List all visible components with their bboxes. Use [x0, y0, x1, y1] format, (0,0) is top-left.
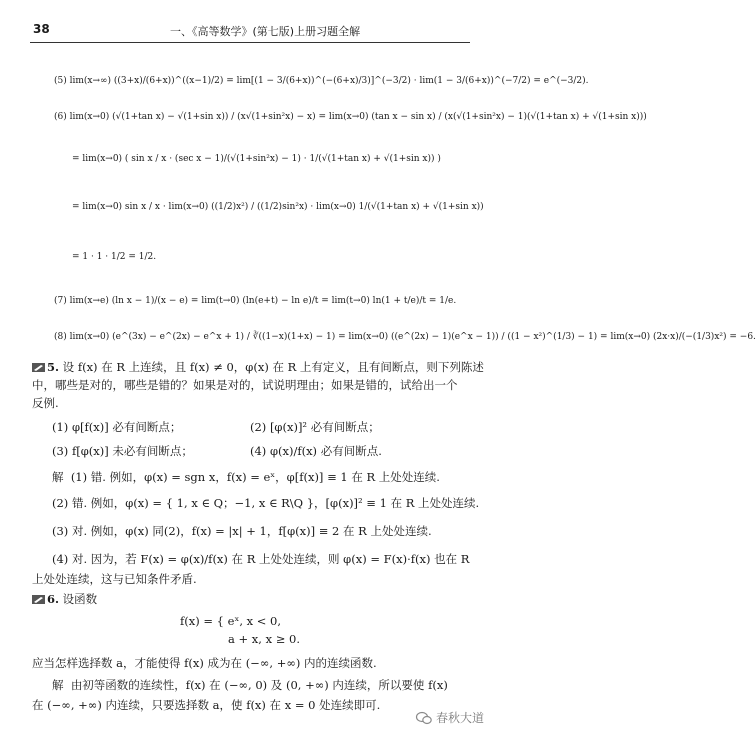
- limit-5: (5) lim(x→∞) ((3+x)/(6+x))^((x−1)/2) = lim[(1 − 3/(6+x))^(−(6+x)/3)]^(−3/2) · lim(1 − 3/(6+x))^(−7/2) = e^(−3/2).: [54, 76, 589, 86]
- problem-5-number: 5.: [47, 360, 60, 374]
- solution-label: 解: [52, 470, 64, 484]
- problem-5-option-1: (1) φ[f(x)] 必有间断点；: [52, 420, 182, 434]
- problem-5-solution-4-line2: 上处处连续，这与已知条件矛盾.: [32, 572, 197, 586]
- problem-5-solution-4-line1: (4) 对. 因为，若 F(x) = φ(x)/f(x) 在 R 上处处连续，则 φ(x) = F(x)·f(x) 也在 R: [52, 552, 470, 566]
- running-title: 一、《高等数学》(第七版)上册习题全解: [170, 25, 361, 38]
- problem-6-question: 应当怎样选择数 a，才能使得 f(x) 成为在 (−∞, +∞) 内的连续函数.: [32, 656, 377, 670]
- problem-6-stem: 6. 设函数: [32, 592, 97, 607]
- problem-5-stem-line3: 反例.: [32, 396, 59, 410]
- problem-5-option-2: (2) [φ(x)]² 必有间断点；: [250, 420, 380, 434]
- page-number: 38: [33, 22, 50, 36]
- problem-5-stem-line1: 5. 设 f(x) 在 R 上连续，且 f(x) ≠ 0，φ(x) 在 R 上有定义，且有间断点，则下列陈述: [32, 360, 484, 375]
- problem-5-option-4: (4) φ(x)/f(x) 必有间断点.: [250, 444, 382, 458]
- limit-6-line3: = lim(x→0) sin x / x · lim(x→0) ((1/2)x²) / ((1/2)sin²x) · lim(x→0) 1/(√(1+tan x) + √(1+sin x)): [72, 202, 484, 212]
- problem-5-option-3: (3) f[φ(x)] 未必有间断点；: [52, 444, 193, 458]
- pencil-mark-icon: [32, 595, 45, 604]
- solution-label: 解: [52, 678, 64, 692]
- watermark: [416, 709, 484, 726]
- problem-5-stem-line2: 中，哪些是对的，哪些是错的？如果是对的，试说明理由；如果是错的，试给出一个: [32, 378, 458, 392]
- function-definition-case-1: f(x) = { eˣ, x < 0,: [180, 614, 282, 628]
- wechat-icon: [416, 711, 432, 725]
- limit-6-line4: = 1 · 1 · 1/2 = 1/2.: [72, 252, 157, 262]
- function-definition-case-2: a + x, x ≥ 0.: [228, 632, 301, 646]
- problem-5-solution-2: (2) 错. 例如，φ(x) = { 1, x ∈ Q；−1, x ∈ R\Q }，[φ(x)]² ≡ 1 在 R 上处处连续.: [52, 496, 480, 510]
- limit-6-line1: (6) lim(x→0) (√(1+tan x) − √(1+sin x)) / (x√(1+sin²x) − x) = lim(x→0) (tan x − sin x) / (x(√(1+sin²x) − 1)(√(1+tan x) + √(1+sin x))): [54, 112, 647, 122]
- problem-5-solution-1: 解 (1) 错. 例如，φ(x) = sgn x，f(x) = eˣ，φ[f(x)] ≡ 1 在 R 上处处连续.: [52, 470, 440, 484]
- problem-5-solution-3: (3) 对. 例如，φ(x) 同(2)，f(x) = |x| + 1，f[φ(x)] ≡ 2 在 R 上处处连续.: [52, 524, 432, 538]
- limit-7: (7) lim(x→e) (ln x − 1)/(x − e) = lim(t→0) (ln(e+t) − ln e)/t = lim(t→0) ln(1 + t/e)/t = 1/e.: [54, 296, 457, 306]
- limit-6-line2: = lim(x→0) ( sin x / x · (sec x − 1)/(√(1+sin²x) − 1) · 1/(√(1+tan x) + √(1+sin x)) ): [72, 154, 441, 164]
- problem-6-solution-line1: 解 由初等函数的连续性，f(x) 在 (−∞, 0) 及 (0, +∞) 内连续，所以要使 f(x): [52, 678, 448, 692]
- pencil-mark-icon: [32, 363, 45, 372]
- watermark-text: 春秋大道: [435, 711, 484, 725]
- problem-6-number: 6.: [47, 592, 60, 606]
- header-rule: [30, 42, 470, 43]
- limit-8: (8) lim(x→0) (e^(3x) − e^(2x) − e^x + 1) / ∛((1−x)(1+x) − 1) = lim(x→0) ((e^(2x) − 1)(e^x − 1)) / ((1 − x²)^(1/3) − 1) = lim(x→0) (2x·x)/(−(1/3)x²) = −6.: [54, 332, 756, 342]
- page-header: [0, 0, 500, 44]
- problem-6-solution-line2: 在 (−∞, +∞) 内连续，只要选择数 a，使 f(x) 在 x = 0 处连续即可.: [32, 698, 381, 712]
